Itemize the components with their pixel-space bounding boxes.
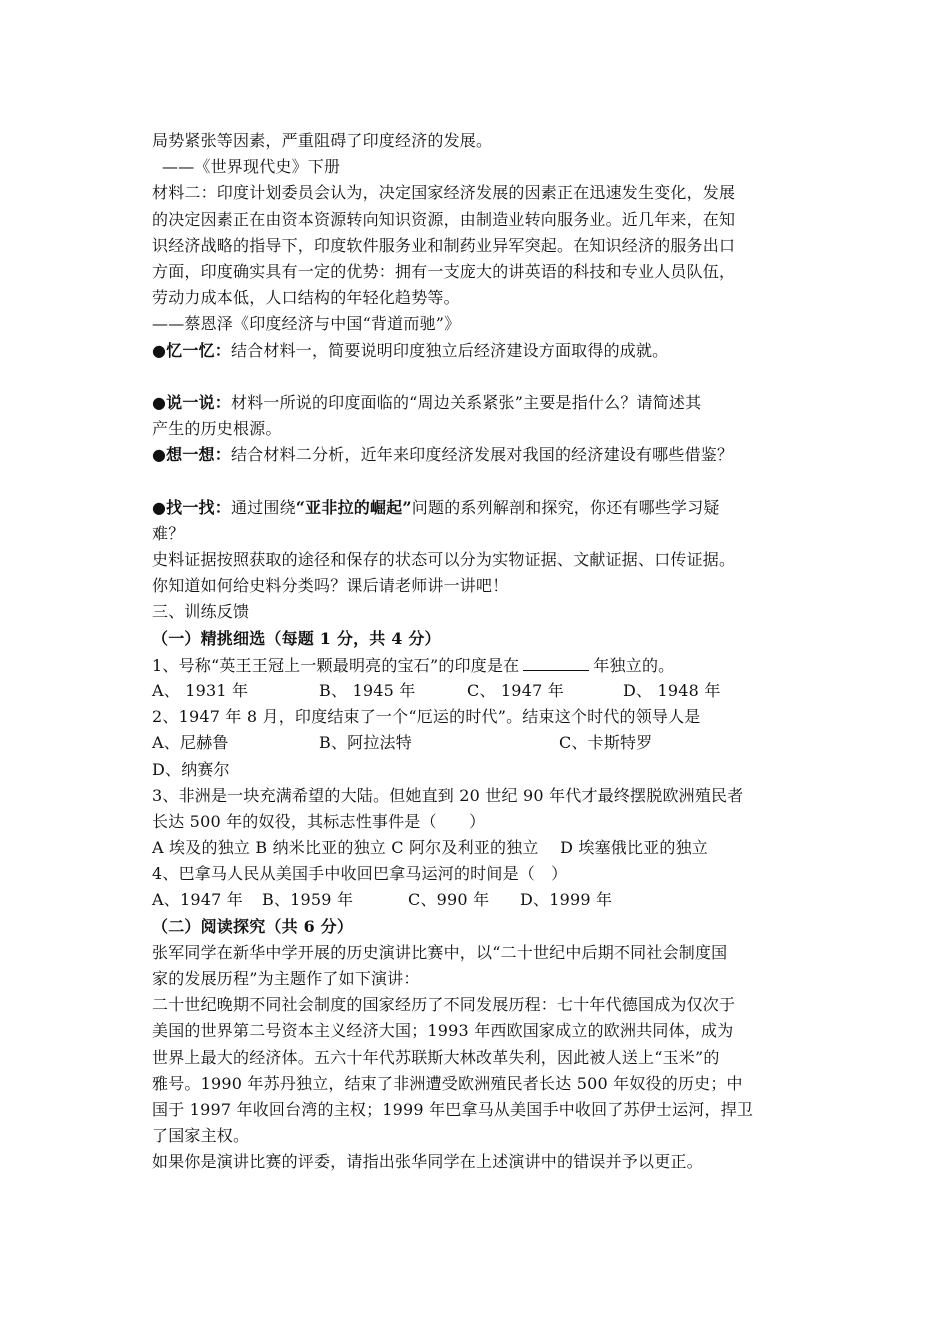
option: C、卡斯特罗 — [559, 733, 653, 753]
prompt-text: 材料一所说的印度面临的“周边关系紧张”主要是指什么？请简述其 — [230, 392, 702, 412]
text-line: 二十世纪晚期不同社会制度的国家经历了不同发展历程：七十年代德国成为仅次于 — [152, 995, 736, 1015]
option: B、1959 年 — [262, 890, 354, 910]
text-line: 产生的历史根源。 — [152, 419, 282, 439]
option: A、 1931 年 — [152, 680, 249, 700]
option: A、尼赫鲁 — [152, 733, 229, 753]
part-heading: （二）阅读探究（共 6 分） — [152, 916, 354, 936]
question-text: 年独立的。 — [593, 655, 675, 675]
prompt-text: 结合材料一，简要说明印度独立后经济建设方面取得的成就。 — [230, 340, 669, 360]
prompt-label: ●想一想： — [152, 445, 231, 465]
document-body — [152, 128, 812, 1176]
option: C、 1947 年 — [467, 680, 564, 700]
text-line: 长达 500 年的奴役，其标志性事件是（ ） — [152, 811, 486, 831]
option: B、 1945 年 — [319, 680, 416, 700]
topic-highlight: “亚非拉的崛起” — [295, 497, 412, 517]
text-line: 雅号。1990 年苏丹独立，结束了非洲遭受欧洲殖民者长达 500 年奴役的历史；中 — [152, 1073, 743, 1093]
part-heading: （一）精挑细选（每题 1 分，共 4 分） — [152, 628, 441, 648]
answer-space — [152, 364, 812, 390]
question-2: 2、1947 年 8 月，印度结束了一个“厄运的时代”。结束这个时代的领导人是 — [152, 707, 701, 727]
prompt-text: 通过围绕 — [230, 497, 296, 517]
prompt-label: ●忆一忆： — [152, 340, 231, 360]
options-row — [152, 730, 812, 756]
prompt-shuo — [152, 390, 812, 416]
text-line: 世界上最大的经济体。五六十年代苏联斯大林改革失利，因此被人送上“玉米”的 — [152, 1047, 720, 1067]
answer-blank[interactable] — [523, 652, 589, 671]
option: B、阿拉法特 — [319, 733, 412, 753]
prompt-label: ●说一说： — [152, 392, 231, 412]
option: A、1947 年 — [152, 890, 243, 910]
prompt-xiang — [152, 442, 812, 468]
text-line: 家的发展历程”为主题作了如下演讲： — [152, 969, 420, 988]
prompt-zhao — [152, 495, 812, 521]
text-line: 美国的世界第二号资本主义经济大国；1993 年西欧国家成立的欧洲共同体，成为 — [152, 1021, 734, 1041]
text-line: 张军同学在新华中学开展的历史演讲比赛中，以“二十世纪中后期不同社会制度国 — [152, 942, 728, 962]
question-4: 4、巴拿马人民从美国手中收回巴拿马运河的时间是（ ） — [152, 864, 568, 884]
citation: ——蔡恩泽《印度经济与中国“背道而驰”》 — [152, 314, 461, 334]
section-heading: 三、训练反馈 — [152, 602, 250, 622]
options-row — [152, 887, 812, 913]
question-text: 1、号称“英王王冠上一颗最明亮的宝石”的印度是在 — [152, 655, 520, 675]
prompt-text: 问题的系列解剖和探究，你还有哪些学习疑 — [411, 497, 720, 517]
option: D、纳赛尔 — [152, 759, 230, 779]
prompt-text: 结合材料二分析，近年来印度经济发展对我国的经济建设有哪些借鉴？ — [230, 445, 734, 465]
question-3: 3、非洲是一块充满希望的大陆。但她直到 20 世纪 90 年代才最终摆脱欧洲殖民者 — [152, 785, 744, 805]
text-line: 的决定因素正在由资本资源转向知识资源，由制造业转向服务业。近几年来，在知 — [152, 209, 736, 229]
prompt-label: ●找一找： — [152, 497, 231, 517]
question-1 — [152, 652, 812, 678]
text-line: 你知道如何给史料分类吗？课后请老师讲一讲吧！ — [152, 576, 509, 596]
text-line: 国于 1997 年收回台湾的主权；1999 年巴拿马从美国手中收回了苏伊士运河，捍卫 — [152, 1099, 754, 1119]
options-row: A 埃及的独立 B 纳米比亚的独立 C 阿尔及利亚的独立 D 埃塞俄比亚的独立 — [152, 838, 708, 858]
text-line: 劳动力成本低，人口结构的年轻化趋势等。 — [152, 288, 460, 308]
text-line: 史料证据按照获取的途径和保存的状态可以分为实物证据、文献证据、口传证据。 — [152, 550, 736, 569]
text-line: 识经济战略的指导下，印度软件服务业和制药业异军突起。在知识经济的服务出口 — [152, 235, 736, 255]
text-line: 局势紧张等因素，严重阻碍了印度经济的发展。 — [152, 131, 493, 150]
prompt-yi — [152, 338, 812, 364]
options-row — [152, 678, 812, 704]
option: C、990 年 — [408, 890, 490, 910]
text-line: 材料二：印度计划委员会认为，决定国家经济发展的因素正在迅速发生变化，发展 — [152, 183, 736, 203]
citation: ——《世界现代史》下册 — [162, 157, 341, 177]
option: D、1999 年 — [520, 890, 613, 910]
answer-space — [152, 468, 812, 494]
option: D、 1948 年 — [623, 680, 721, 700]
text-line: 了国家主权。 — [152, 1126, 250, 1146]
text-line: 如果你是演讲比赛的评委，请指出张华同学在上述演讲中的错误并予以更正。 — [152, 1152, 703, 1172]
text-line: 方面，印度确实具有一定的优势：拥有一支庞大的讲英语的科技和专业人员队伍， — [152, 261, 736, 281]
text-line: 难？ — [152, 523, 185, 543]
